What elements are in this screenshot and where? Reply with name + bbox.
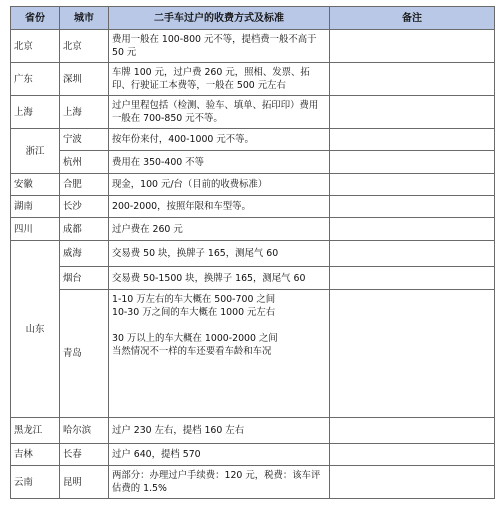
province-cell: 吉林	[11, 444, 60, 466]
province-cell: 云南	[11, 466, 60, 499]
fee-cell: 两部分：办理过户手续费：120 元，税费：该车评估费的 1.5%	[109, 466, 330, 499]
province-cell: 黑龙江	[11, 418, 60, 444]
fee-cell: 交易费 50-1500 块，换牌子 165，测尾气 60	[109, 267, 330, 290]
table-row	[11, 196, 495, 218]
table-row	[11, 151, 495, 174]
note-cell	[330, 174, 495, 196]
note-cell	[330, 129, 495, 151]
fee-cell	[109, 290, 330, 418]
province-cell: 安徽	[11, 174, 60, 196]
fee-line: 1-10 万左右的车大概在 500-700 之间	[112, 294, 276, 305]
table-header-row	[11, 7, 495, 30]
fee-line-spacer	[112, 319, 326, 332]
city-cell: 哈尔滨	[60, 418, 109, 444]
note-cell	[330, 290, 495, 418]
fee-cell: 过户 230 左右，提档 160 左右	[109, 418, 330, 444]
note-cell	[330, 151, 495, 174]
fee-line: 当然情况不一样的车还要看车龄和车况	[112, 346, 272, 357]
fee-cell: 车牌 100 元，过户费 260 元，照相、发票、拓印、行驶证工本费等，一般在 500 元左右	[109, 63, 330, 96]
city-cell: 宁波	[60, 129, 109, 151]
city-cell: 烟台	[60, 267, 109, 290]
table-row	[11, 418, 495, 444]
table-row	[11, 174, 495, 196]
header-city: 城市	[60, 7, 109, 30]
city-cell: 昆明	[60, 466, 109, 499]
city-cell: 长沙	[60, 196, 109, 218]
note-cell	[330, 466, 495, 499]
fee-cell: 交易费 50 块，换牌子 165，测尾气 60	[109, 241, 330, 267]
fee-line: 10-30 万之间的车大概在 1000 元左右	[112, 307, 276, 318]
fee-cell: 200-2000，按照年限和车型等。	[109, 196, 330, 218]
header-note: 备注	[330, 7, 495, 30]
province-cell: 四川	[11, 218, 60, 241]
city-cell: 合肥	[60, 174, 109, 196]
table-row	[11, 267, 495, 290]
table-row	[11, 290, 495, 418]
fee-cell: 现金，100 元/台（目前的收费标准）	[109, 174, 330, 196]
table-row	[11, 466, 495, 499]
note-cell	[330, 267, 495, 290]
province-cell: 湖南	[11, 196, 60, 218]
table-row	[11, 96, 495, 129]
note-cell	[330, 444, 495, 466]
table-row	[11, 63, 495, 96]
province-cell: 浙江	[11, 129, 60, 174]
province-cell: 山东	[11, 241, 60, 418]
fee-cell: 过户里程包括（检测、验车、填单、拓印印）费用一般在 700-850 元不等。	[109, 96, 330, 129]
fee-cell: 按年份来付，400-1000 元不等。	[109, 129, 330, 151]
note-cell	[330, 63, 495, 96]
fee-table-container	[10, 6, 494, 499]
fee-cell: 过户费在 260 元	[109, 218, 330, 241]
table-row	[11, 444, 495, 466]
province-cell: 北京	[11, 30, 60, 63]
fee-cell: 费用一般在 100-800 元不等，提档费一般不高于 50 元	[109, 30, 330, 63]
header-method: 二手车过户的收费方式及标准	[109, 7, 330, 30]
table-row	[11, 129, 495, 151]
table-row	[11, 218, 495, 241]
province-cell: 上海	[11, 96, 60, 129]
note-cell	[330, 30, 495, 63]
province-cell: 广东	[11, 63, 60, 96]
fee-table	[10, 6, 495, 499]
note-cell	[330, 96, 495, 129]
header-province: 省份	[11, 7, 60, 30]
note-cell	[330, 196, 495, 218]
note-cell	[330, 241, 495, 267]
note-cell	[330, 418, 495, 444]
fee-line: 30 万以上的车大概在 1000-2000 之间	[112, 333, 278, 344]
city-cell: 长春	[60, 444, 109, 466]
city-cell: 威海	[60, 241, 109, 267]
city-cell: 深圳	[60, 63, 109, 96]
table-row	[11, 241, 495, 267]
fee-cell: 过户 640，提档 570	[109, 444, 330, 466]
city-cell: 北京	[60, 30, 109, 63]
note-cell	[330, 218, 495, 241]
city-cell: 成都	[60, 218, 109, 241]
city-cell: 杭州	[60, 151, 109, 174]
fee-cell: 费用在 350-400 不等	[109, 151, 330, 174]
city-cell: 青岛	[60, 290, 109, 418]
city-cell: 上海	[60, 96, 109, 129]
table-row	[11, 30, 495, 63]
